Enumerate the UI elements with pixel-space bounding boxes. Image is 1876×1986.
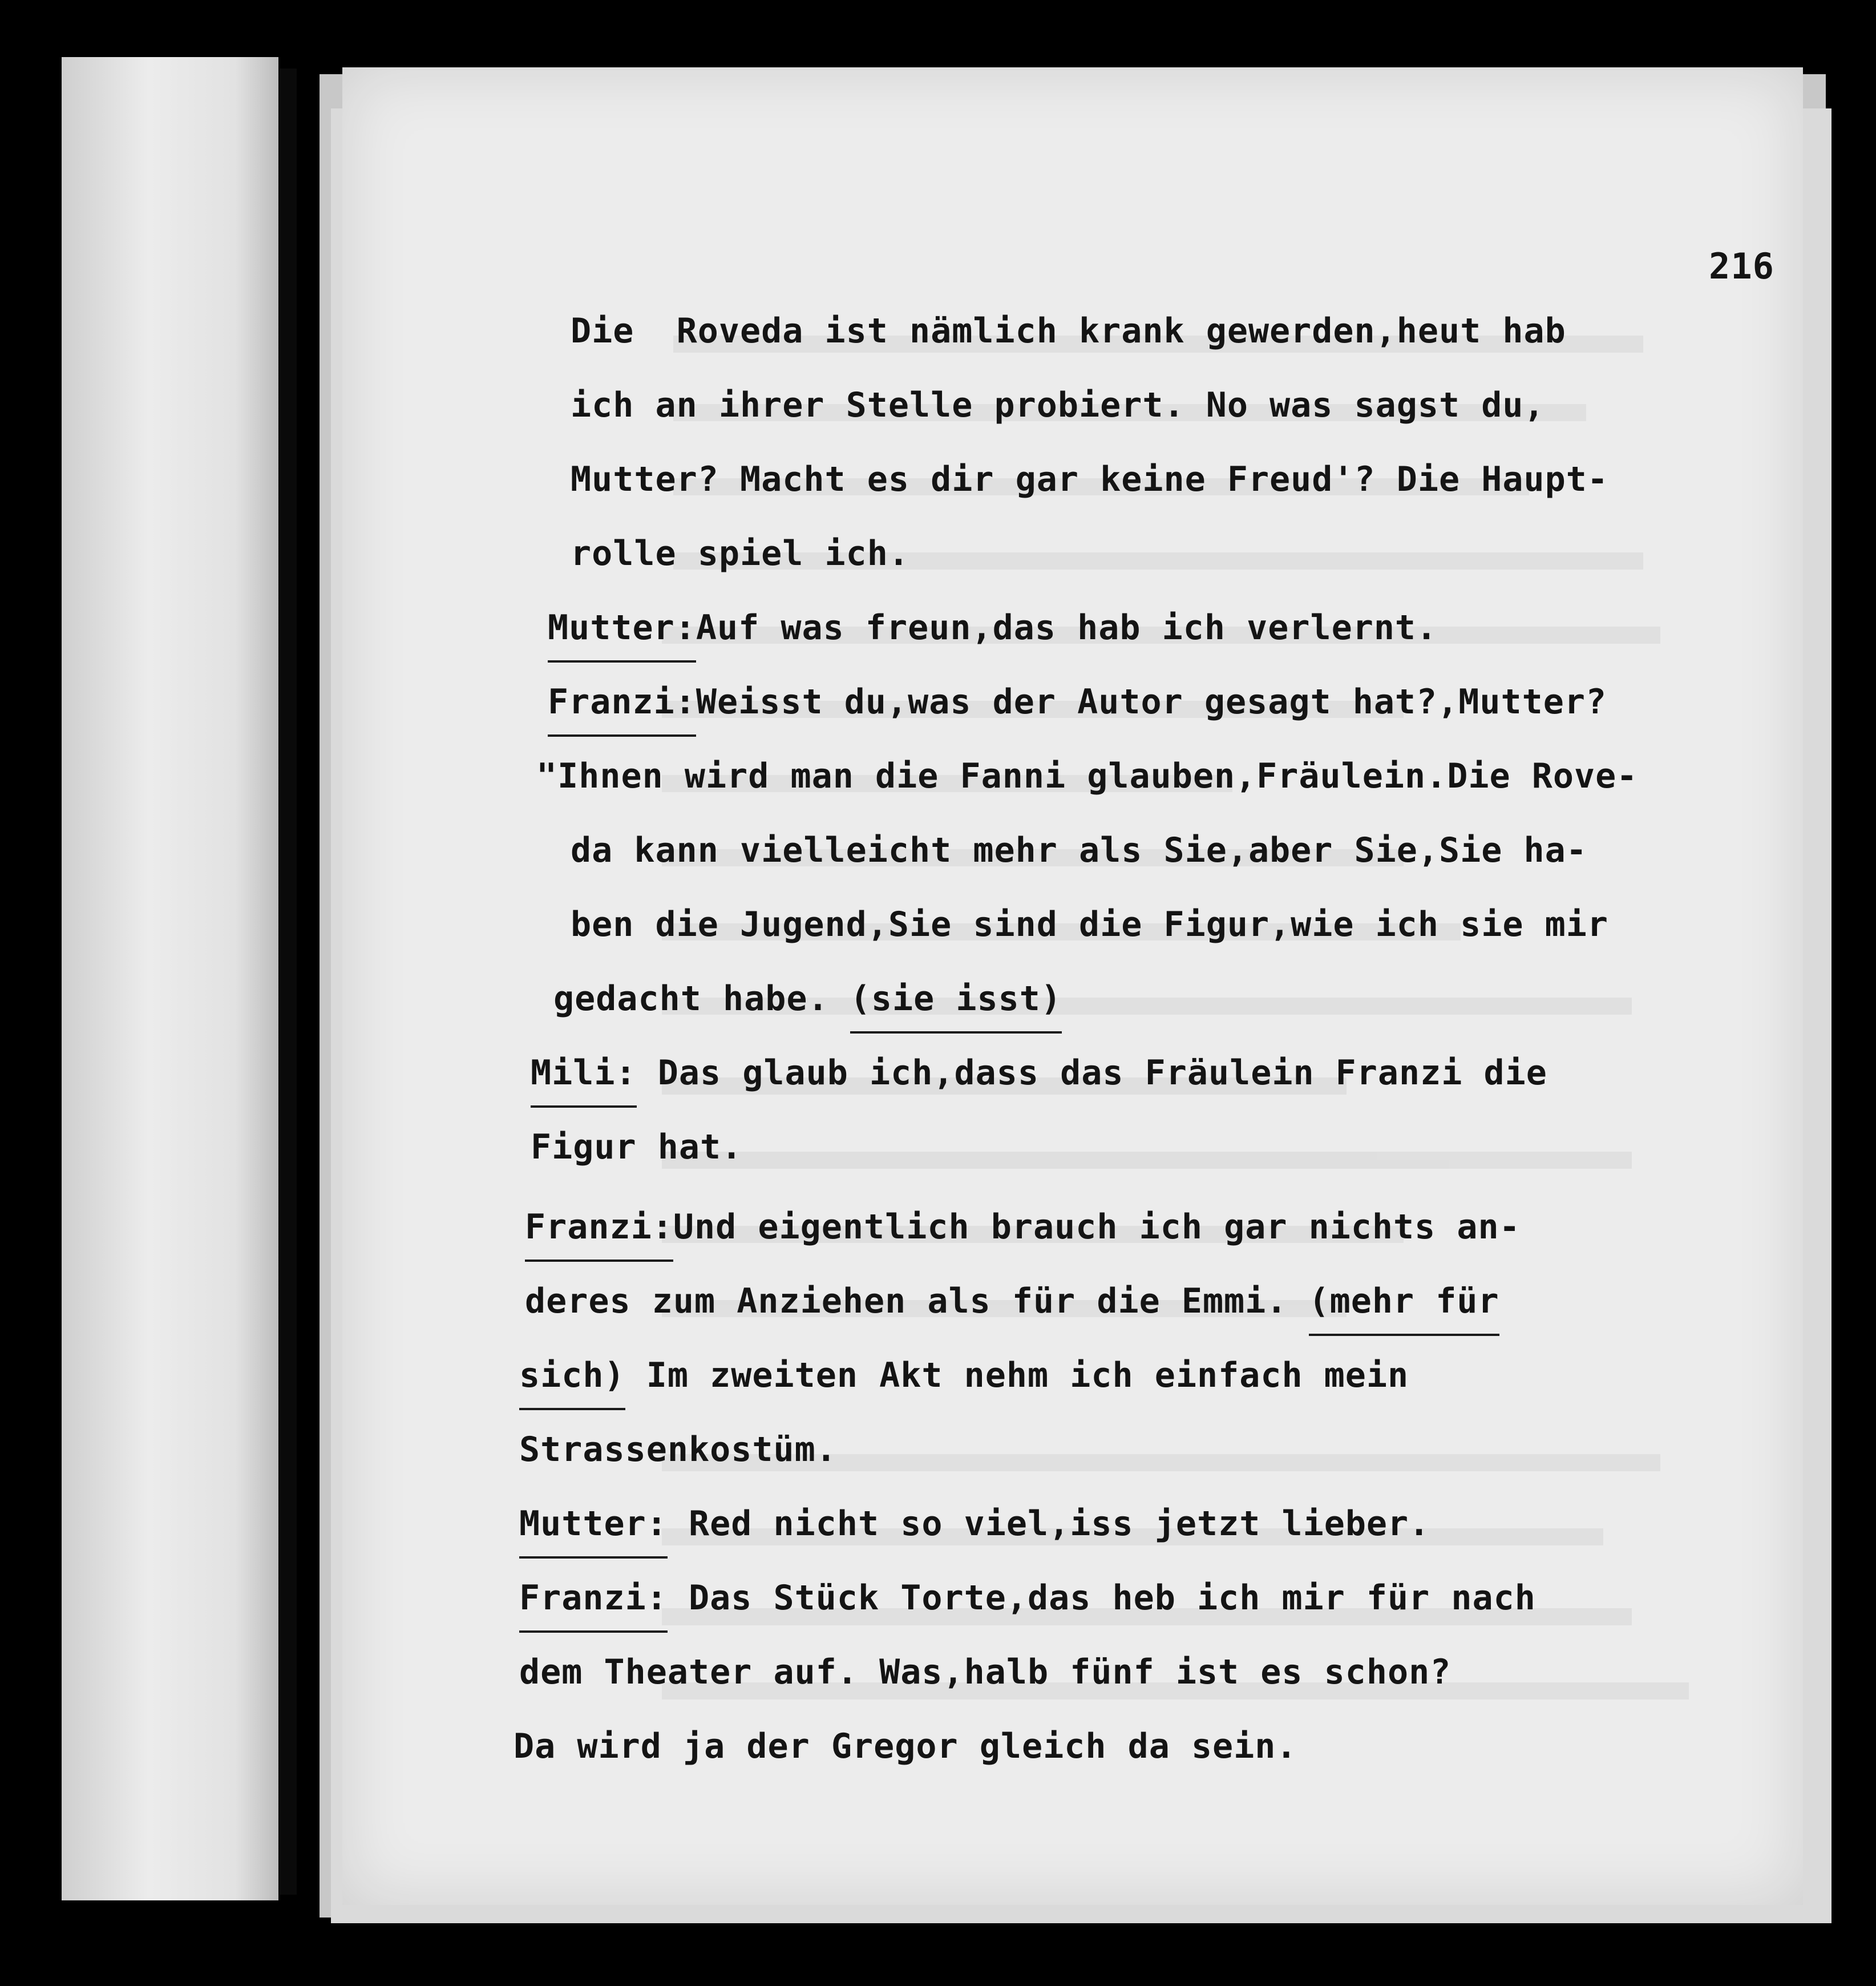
dialogue-line: Mutter: Red nicht so viel,iss jetzt lieber. (519, 1507, 1430, 1541)
text-line: ben die Jugend,Sie sind die Figur,wie ich sie mir (571, 905, 1609, 944)
underline (548, 660, 696, 663)
speaker-name: Franzi: (519, 1578, 668, 1618)
underline (850, 1031, 1062, 1034)
speaker-name: Mutter: (548, 608, 696, 648)
text-line: deres zum Anziehen als für die Emmi. (mehr für (525, 1284, 1499, 1318)
dialogue-line: Franzi: Weisst du,was der Autor gesagt hat?,Mutter? (548, 685, 1607, 719)
underline (531, 1105, 637, 1108)
text-line: Strassenkostüm. (519, 1430, 837, 1470)
stage-direction: (sie isst) (850, 979, 1062, 1019)
underline (519, 1630, 668, 1633)
speaker-name: Franzi: (525, 1207, 673, 1247)
text-line: Die Roveda ist nämlich krank gewerden,heut hab (571, 311, 1566, 351)
text-line: dem Theater auf. Was,halb fünf ist es schon? (519, 1652, 1452, 1692)
page-number: 216 (1709, 245, 1774, 287)
speaker-name: Franzi: (548, 682, 696, 722)
text-line: sich) Im zweiten Akt nehm ich einfach mein (519, 1358, 1409, 1392)
underline (519, 1408, 625, 1410)
underline (548, 734, 696, 737)
speaker-name: Mutter: (519, 1504, 668, 1544)
typewritten-text (514, 245, 1797, 1860)
text-line: ich an ihrer Stelle probiert. No was sagst du, (571, 385, 1545, 425)
underline (519, 1556, 668, 1559)
text-line: "Ihnen wird man die Fanni glauben,Fräulein.Die Rove- (536, 756, 1638, 796)
text-line: rolle spiel ich. (571, 534, 909, 574)
binding-spine (280, 68, 297, 1895)
text-line: gedacht habe. (sie isst) (553, 982, 1062, 1016)
text-line: Mutter? Macht es dir gar keine Freud'? Die Haupt- (571, 459, 1609, 499)
dialogue-line: Franzi: Das Stück Torte,das heb ich mir für nach (519, 1581, 1536, 1615)
left-page-edge (62, 57, 278, 1900)
speaker-name: Mili: (531, 1053, 637, 1093)
underline (1309, 1334, 1499, 1336)
text-line: Da wird ja der Gregor gleich da sein. (514, 1726, 1297, 1766)
stage-direction: sich) (519, 1355, 625, 1395)
stage-direction: (mehr für (1309, 1281, 1499, 1321)
dialogue-line: Mili: Das glaub ich,dass das Fräulein Franzi die (531, 1056, 1547, 1090)
underline (525, 1260, 673, 1262)
text-line: da kann vielleicht mehr als Sie,aber Sie,Sie ha- (571, 830, 1587, 870)
dialogue-line: Mutter: Auf was freun,das hab ich verlernt. (548, 611, 1437, 645)
text-line: Figur hat. (531, 1127, 743, 1167)
dialogue-line: Franzi: Und eigentlich brauch ich gar nichts an- (525, 1210, 1521, 1244)
